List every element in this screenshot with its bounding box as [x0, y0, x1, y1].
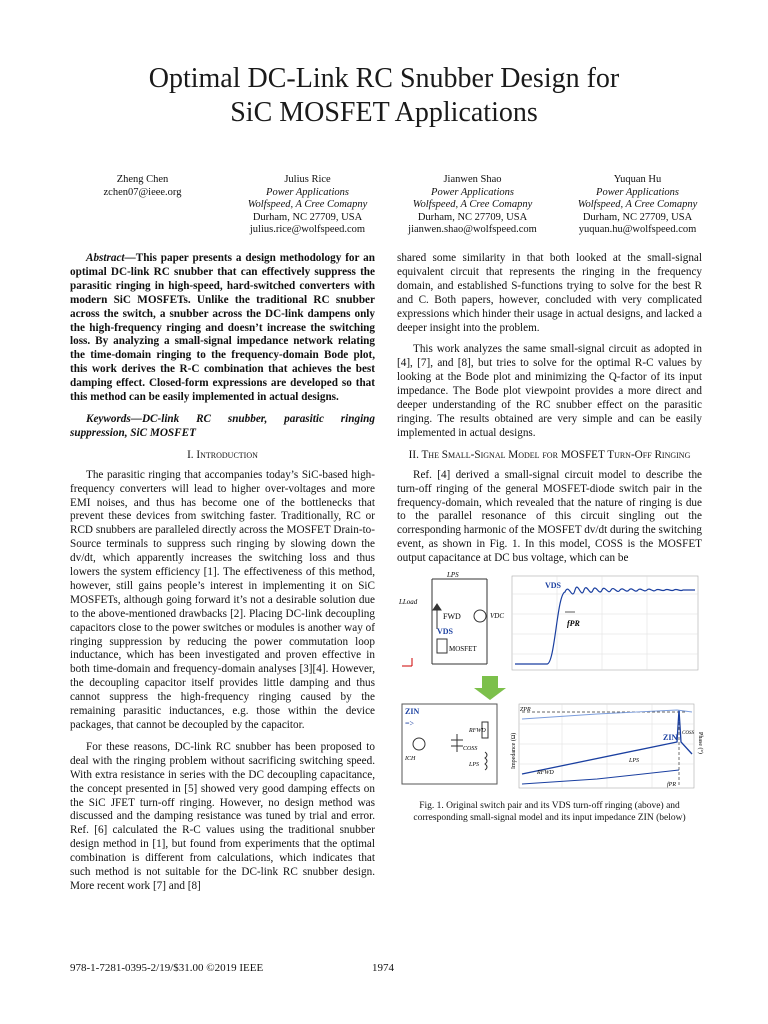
- abstract-lead: Abstract: [86, 252, 125, 264]
- label-rfwd-plot: RFWD: [537, 770, 554, 777]
- label-arrow: =>: [405, 719, 415, 729]
- label-lload: LLoad: [399, 598, 418, 607]
- page-number: 1974: [372, 962, 394, 974]
- author-3: [390, 174, 555, 237]
- author-company: Wolfspeed, A Cree Comapny: [412, 199, 533, 210]
- figure-1-graphics: [397, 571, 703, 796]
- label-zin-curve: ZIN: [663, 733, 678, 743]
- vds-waveform-plot: [512, 576, 698, 670]
- left-column: [70, 252, 375, 902]
- label-ich: ICH: [405, 756, 416, 763]
- paper-title: [0, 62, 768, 130]
- label-coss-plot: COSS: [682, 731, 694, 737]
- label-fpr: fPR: [567, 619, 580, 629]
- label-coss: COSS: [463, 746, 478, 753]
- author-email: yuquan.hu@wolfspeed.com: [578, 224, 697, 235]
- right-column: [397, 252, 702, 824]
- abstract-text: —This paper presents a design methodology for an optimal DC-link RC snubber that can effectively suppress the parasitic ringing in high-speed, hard-switched converters with modern SiC MOSFETs. Unlike the traditional RC snubber across the switch, a snubber across the DC-link dampens only the high-frequency ringing and doesn’t increase the switching loss. By analyzing a small-signal impedance network relating the time-domain ringing to the frequency-domain Bode plot, this work derives the R-C combination that achieves the best damping effect. Closed-form expressions are developed so that this method can be easily implemented in actual designs.: [70, 252, 375, 404]
- label-lps-plot: LPS: [629, 758, 640, 765]
- author-address: Durham, NC 27709, USA: [582, 211, 693, 223]
- label-lps: LPS: [447, 571, 459, 580]
- label-impedance-axis: Impedance (Ω): [511, 732, 517, 770]
- figure-1: [397, 571, 703, 824]
- label-fwd: FWD: [443, 612, 461, 622]
- small-signal-circuit: [402, 704, 497, 784]
- intro-paragraph-1: The parasitic ringing that accompanies today’s SiC-based high-frequency converters will lead to higher over-voltages and more EMI noises, and thus has become one of the bottlenecks that prevent these devices from switching faster. Traditionally, RC or RCD snubbers are paralleled directly across the MOSFET Drain-to-Source terminals to suppress such ringing by slowing down the dv/dt, which apparently increases the switching loss and thus lowers the system efficiency [1]. The effectiveness of this method, however, still gains people’s interest in implementing it on SiC MOSFETs, although going forward it’s not a desirable solution due to the above-mentioned drawbacks [2]. Placing DC-link decoupling capacitors close to the power switches or modules is another way of ringing suppression by reducing the power commutation loop inductance, which has been investigated and proven effective in both time-domain and frequency-domain analyses [3][4]. However, the decoupling capacitor itself provides little damping and thus cannot suppress the high-frequency ringing caused by the remaining parasitic inductances, e.g. those within the device packages, that cannot be decoupled by the capacitor.: [70, 468, 375, 731]
- intro-paragraph-2: For these reasons, DC-link RC snubber has been proposed to deal with the ringing problem without sacrificing switching speed. With extra resistance in series with the DC decoupling capacitance, the concept presented in [5] showed very good damping effects on the SiC JFET turn-off ringing. However, no design method was discussed and the damping resistance was tuned by trial and error. Ref. [6] calculated the R-C values using the traditional snubber design method in [1], but found from experiments that the optimal combination is different from calculations, which indicates that such method is not suitable for the DC-link RC snubber design. More recent work [7] and [8]: [70, 740, 375, 892]
- author-address: Durham, NC 27709, USA: [252, 211, 363, 223]
- author-address: Durham, NC 27709, USA: [417, 211, 528, 223]
- title-line-1: Optimal DC-Link RC Snubber Design for: [148, 63, 620, 94]
- author-company: Wolfspeed, A Cree Comapny: [577, 199, 698, 210]
- down-arrow-icon: [474, 676, 506, 700]
- label-vds: VDS: [437, 627, 454, 637]
- author-affiliation: Power Applications: [431, 186, 514, 198]
- author-email: zchen07@ieee.org: [103, 186, 182, 198]
- label-fpr-plot: fPR: [667, 782, 676, 789]
- label-vds-wave: VDS: [545, 581, 562, 591]
- footer-copyright: 978-1-7281-0395-2/19/$31.00 ©2019 IEEE: [70, 962, 264, 974]
- abstract: [70, 252, 375, 405]
- label-phase-axis: Phase (°): [697, 732, 703, 754]
- author-name: Yuquan Hu: [613, 174, 662, 185]
- section-heading-small-signal: II. The Small-Signal Model for MOSFET Turn-Off Ringing: [408, 448, 691, 461]
- label-zin: ZIN: [405, 707, 420, 717]
- author-company: Wolfspeed, A Cree Comapny: [247, 199, 368, 210]
- author-email: jianwen.shao@wolfspeed.com: [408, 224, 537, 235]
- author-block: [60, 174, 720, 237]
- section-heading-introduction: I. Introduction: [187, 448, 258, 461]
- author-1: [60, 174, 225, 237]
- author-affiliation: Power Applications: [266, 186, 349, 198]
- label-mosfet: MOSFET: [449, 645, 477, 654]
- figure-caption: Fig. 1. Original switch pair and its VDS turn-off ringing (above) and corresponding small-signal model and its input impedance ZIN (below): [413, 801, 686, 824]
- title-line-2: SiC MOSFET Applications: [230, 97, 538, 128]
- label-lps-small: LPS: [469, 762, 480, 769]
- keywords: Keywords—DC-link RC snubber, parasitic ringing suppression, SiC MOSFET: [70, 412, 375, 439]
- author-affiliation: Power Applications: [596, 186, 679, 198]
- author-name: Zheng Chen: [116, 174, 169, 185]
- right-paragraph-3: Ref. [4] derived a small-signal circuit model to describe the turn-off ringing of the general MOSFET-diode switch pair in the frequency-domain, which revealed that the nature of ringing is due to the parallel resonance of this circuit singling out the corresponding harmonic of the MOSFET dv/dt during the switching event, as shown in Fig. 1. In this model, COSS is the MOSFET output capacitance at DC bus voltage, which can be: [397, 468, 702, 565]
- author-2: [225, 174, 390, 237]
- label-rfwd: RFWD: [469, 728, 486, 735]
- author-name: Julius Rice: [284, 174, 331, 185]
- author-name: Jianwen Shao: [443, 174, 502, 185]
- label-vdc: VDC: [490, 612, 504, 621]
- author-email: julius.rice@wolfspeed.com: [249, 224, 366, 235]
- label-zpr: ZPR: [520, 707, 531, 714]
- right-paragraph-2: This work analyzes the same small-signal circuit as adopted in [4], [7], and [8], but tries to solve for the optimal R-C values by looking at the Bode plot and minimizing the Q-factor of its input impedance. The Bode plot viewpoint provides a more direct and deeper understanding of the RC snubber effect on the parasitic ringing. The results obtained are very simple and can be easily implemented in actual designs.: [397, 343, 702, 439]
- right-paragraph-1: shared some similarity in that both looked at the small-signal equivalent circuit that represents the ringing in the frequency domain, and established S-functions trying to solve for the best R and C. Both papers, however, concluded with very complicated expressions which hinder their usage in actual designs, and lacked a deeper insight into the problem.: [397, 252, 702, 334]
- author-4: [555, 174, 720, 237]
